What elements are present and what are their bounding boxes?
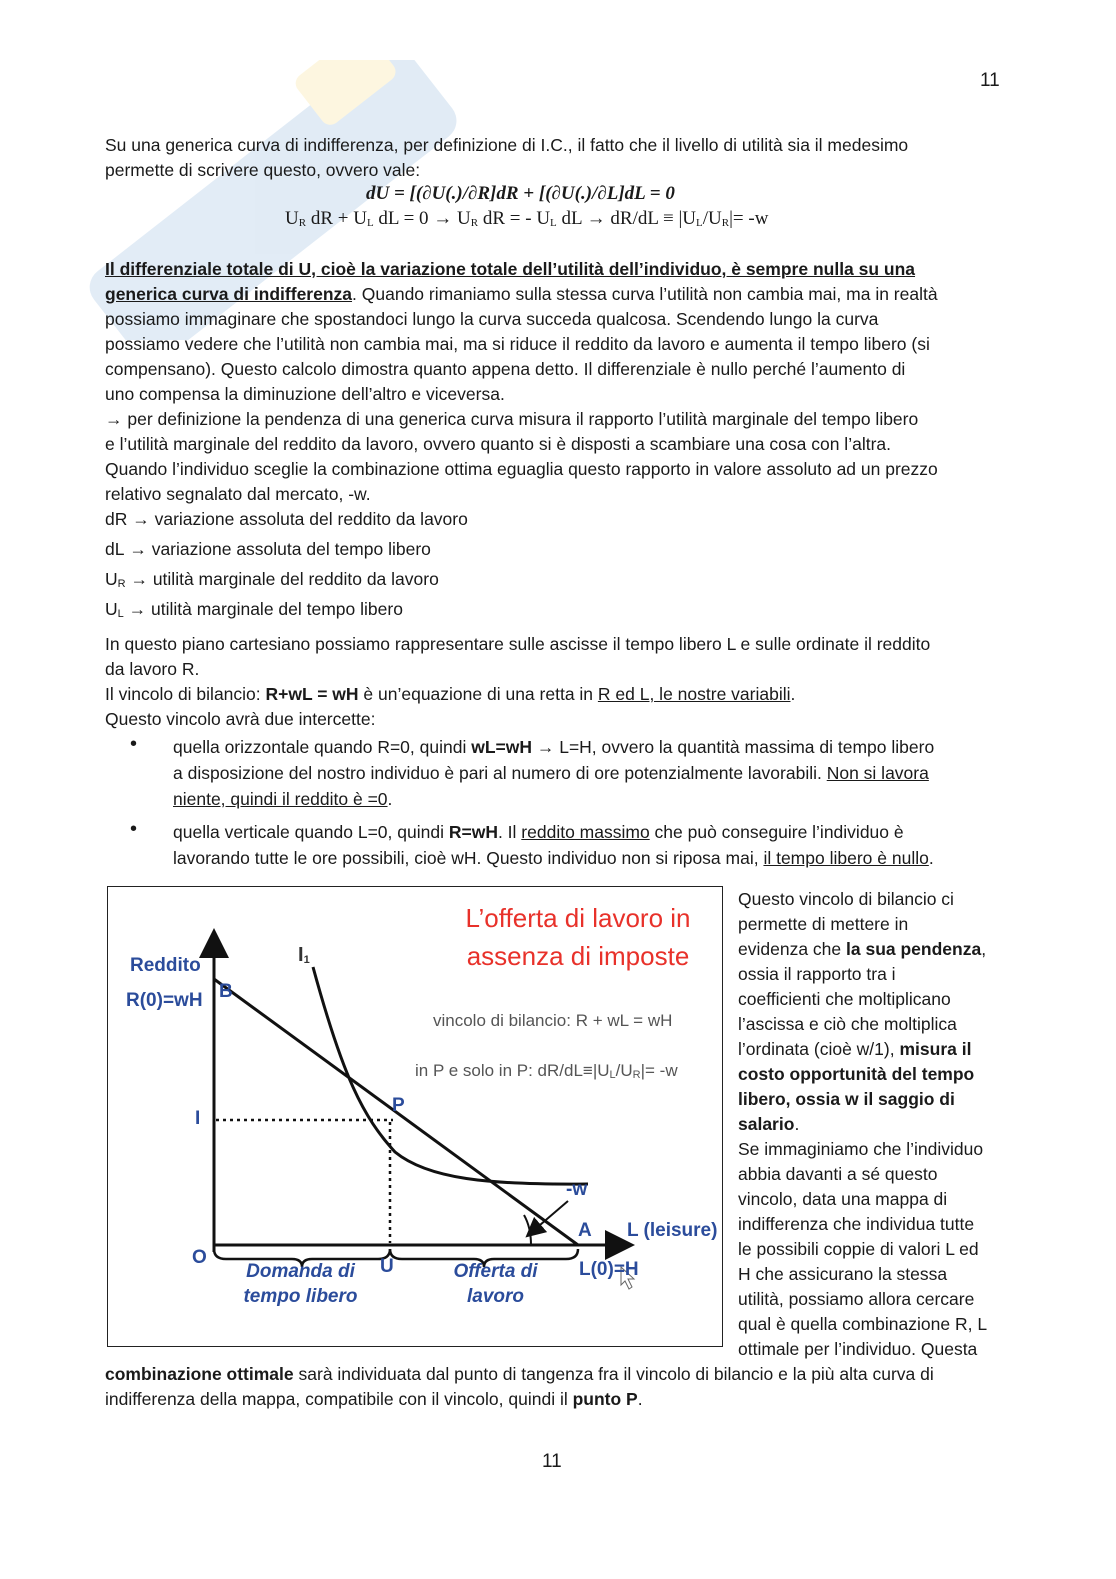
label-reddito: Reddito: [130, 955, 201, 976]
intro-line: Su una generica curva di indifferenza, per definizione di I.C., il fatto che il livello di utilità sia il medesimo: [105, 135, 909, 155]
label-i1: $I_1$: [298, 944, 310, 966]
bullet-icon: •: [130, 818, 138, 840]
bullet-icon: •: [130, 733, 138, 755]
label-domanda: Domanda di tempo libero: [243, 1261, 358, 1307]
labor-supply-figure: [107, 886, 723, 1347]
bullet-horizontal-intercept: quella orizzontale quando R=0, quindi wL=wH → L=H, ovvero la quantità massima di tempo libero a disposizione del nostro individuo è pari al numero di ore potenzialmente lavorabili. Non si lavora niente, quindi il reddito è =0.: [173, 737, 935, 809]
definition-item: $U_L$ → utilità marginale del tempo libero: [105, 599, 403, 620]
definition-item: dL → variazione assoluta del tempo libero: [105, 539, 431, 559]
label-a: A: [578, 1220, 592, 1241]
paragraph-heading-line: Il differenziale totale di U, cioè la variazione totale dell’utilità dell’individuo, è sempre nulla su una: [105, 259, 916, 279]
label-u: U: [380, 1256, 394, 1277]
definition-item: dR → variazione assoluta del reddito da lavoro: [105, 509, 468, 529]
equation-marginal-rate: $U_R$ dR + $U_L$ dL = $0 \to U_R$ dR = - $U_L$ dL → $dR/dL \equiv |U_L/U_R|= -w$: [285, 208, 769, 229]
label-l0: L(0)=H: [579, 1259, 639, 1280]
label-r0: R(0)=wH: [126, 990, 203, 1011]
label-budget: vincolo di bilancio: R + wL = wH: [433, 1011, 673, 1030]
page-number-top: 11: [980, 70, 1000, 91]
label-p: P: [392, 1095, 405, 1116]
angle-arc: [524, 1215, 531, 1245]
label-o: O: [192, 1247, 207, 1268]
equation-total-differential: dU = [(∂U(.)/∂R]dR + [(∂U(.)/∂L]dL = 0: [366, 183, 675, 204]
label-l-leisure: L (leisure): [627, 1220, 718, 1241]
label-w: -w: [566, 1179, 588, 1200]
label-offerta: Offerta di lavoro: [453, 1261, 538, 1307]
paragraph-differential: Il differenziale totale di U, cioè la variazione totale dell’utilità dell’individuo, è sempre nulla su una generica curva di indifferenza. Quando rimaniamo sulla stessa curva l’utilità non cambia mai, ma in realtà possiamo immaginare che spostandoci lungo la curva succeda qualcosa. Scendendo lungo la curva possiamo vedere che l’utilità non cambia mai, ma si riduce il reddito da lavoro e aumenta il tempo libero (si compensano). Questo calcolo dimostra quanto appena detto. Il differenziale è nullo perché l’aumento di uno compensa la diminuzione dell’altro e viceversa. → per definizione la pendenza di una generica curva misura il rapporto l’utilità marginale del tempo libero e l’utilità marginale del reddito da lavoro, ovvero quanto si è disposti a scambiare una cosa con l’altra. Quando l’individuo sceglie la combinazione ottima eguaglia questo rapporto in valore assoluto ad un prezzo relativo segnalato dal mercato, -w.: [105, 257, 1005, 507]
label-i: I: [195, 1108, 201, 1129]
label-tangency: in P e solo in P: $dR/dL\equiv|U_L/U_R|= -w$: [415, 1061, 678, 1081]
figure-title: L’offerta di lavoro in assenza di imposte: [465, 903, 691, 971]
page-number-bottom: 11: [542, 1451, 562, 1472]
definition-item: $U_R$ → utilità marginale del reddito da lavoro: [105, 569, 439, 590]
intro-paragraph: [105, 133, 1005, 183]
bullet-vertical-intercept: quella verticale quando L=0, quindi R=wH. Il reddito massimo che può conseguire l’individuo è lavorando tutte le ore possibili, cioè wH. Questo individuo non si riposa mai, il tempo libero è nullo.: [173, 822, 934, 868]
underlined-phrase: generica curva di indifferenza: [105, 284, 353, 304]
side-paragraph: Questo vincolo di bilancio ci permette di mettere in evidenza che la sua pendenza, ossia il rapporto tra i coefficienti che moltiplicano l’ascissa e ciò che moltiplica l’ordinata (cioè w/1), misura il costo opportunità del tempo libero, ossia w il saggio di salario. Se immaginiamo che l’individuo abbia davanti a sé questo vincolo, data una mappa di indifferenza che individua tutte le possibili coppie di valori L ed H che assicurano la stessa utilità, possiamo allora cercare qual è quella combinazione R, L ottimale per l’individuo. Questa: [738, 889, 988, 1359]
paragraph-cartesian: In questo piano cartesiano possiamo rappresentare sulle ascisse il tempo libero L e sulle ordinate il reddito da lavoro R. Il vincolo di bilancio: R+wL = wH è un’equazione di una retta in R ed L, le nostre variabili. Questo vincolo avrà due intercette:: [105, 632, 1005, 732]
label-b: B: [219, 981, 233, 1002]
budget-constraint-line: Il vincolo di bilancio: R+wL = wH è un’equazione di una retta in R ed L, le nostre variabili.: [105, 684, 796, 704]
closing-paragraph: combinazione ottimale sarà individuata dal punto di tangenza fra il vincolo di bilancio e la più alta curva di indifferenza della mappa, compatibile con il vincolo, quindi il punto P.: [105, 1364, 934, 1409]
intro-line: permette di scrivere questo, ovvero vale:: [105, 160, 421, 180]
definitions-list: [105, 507, 1005, 627]
